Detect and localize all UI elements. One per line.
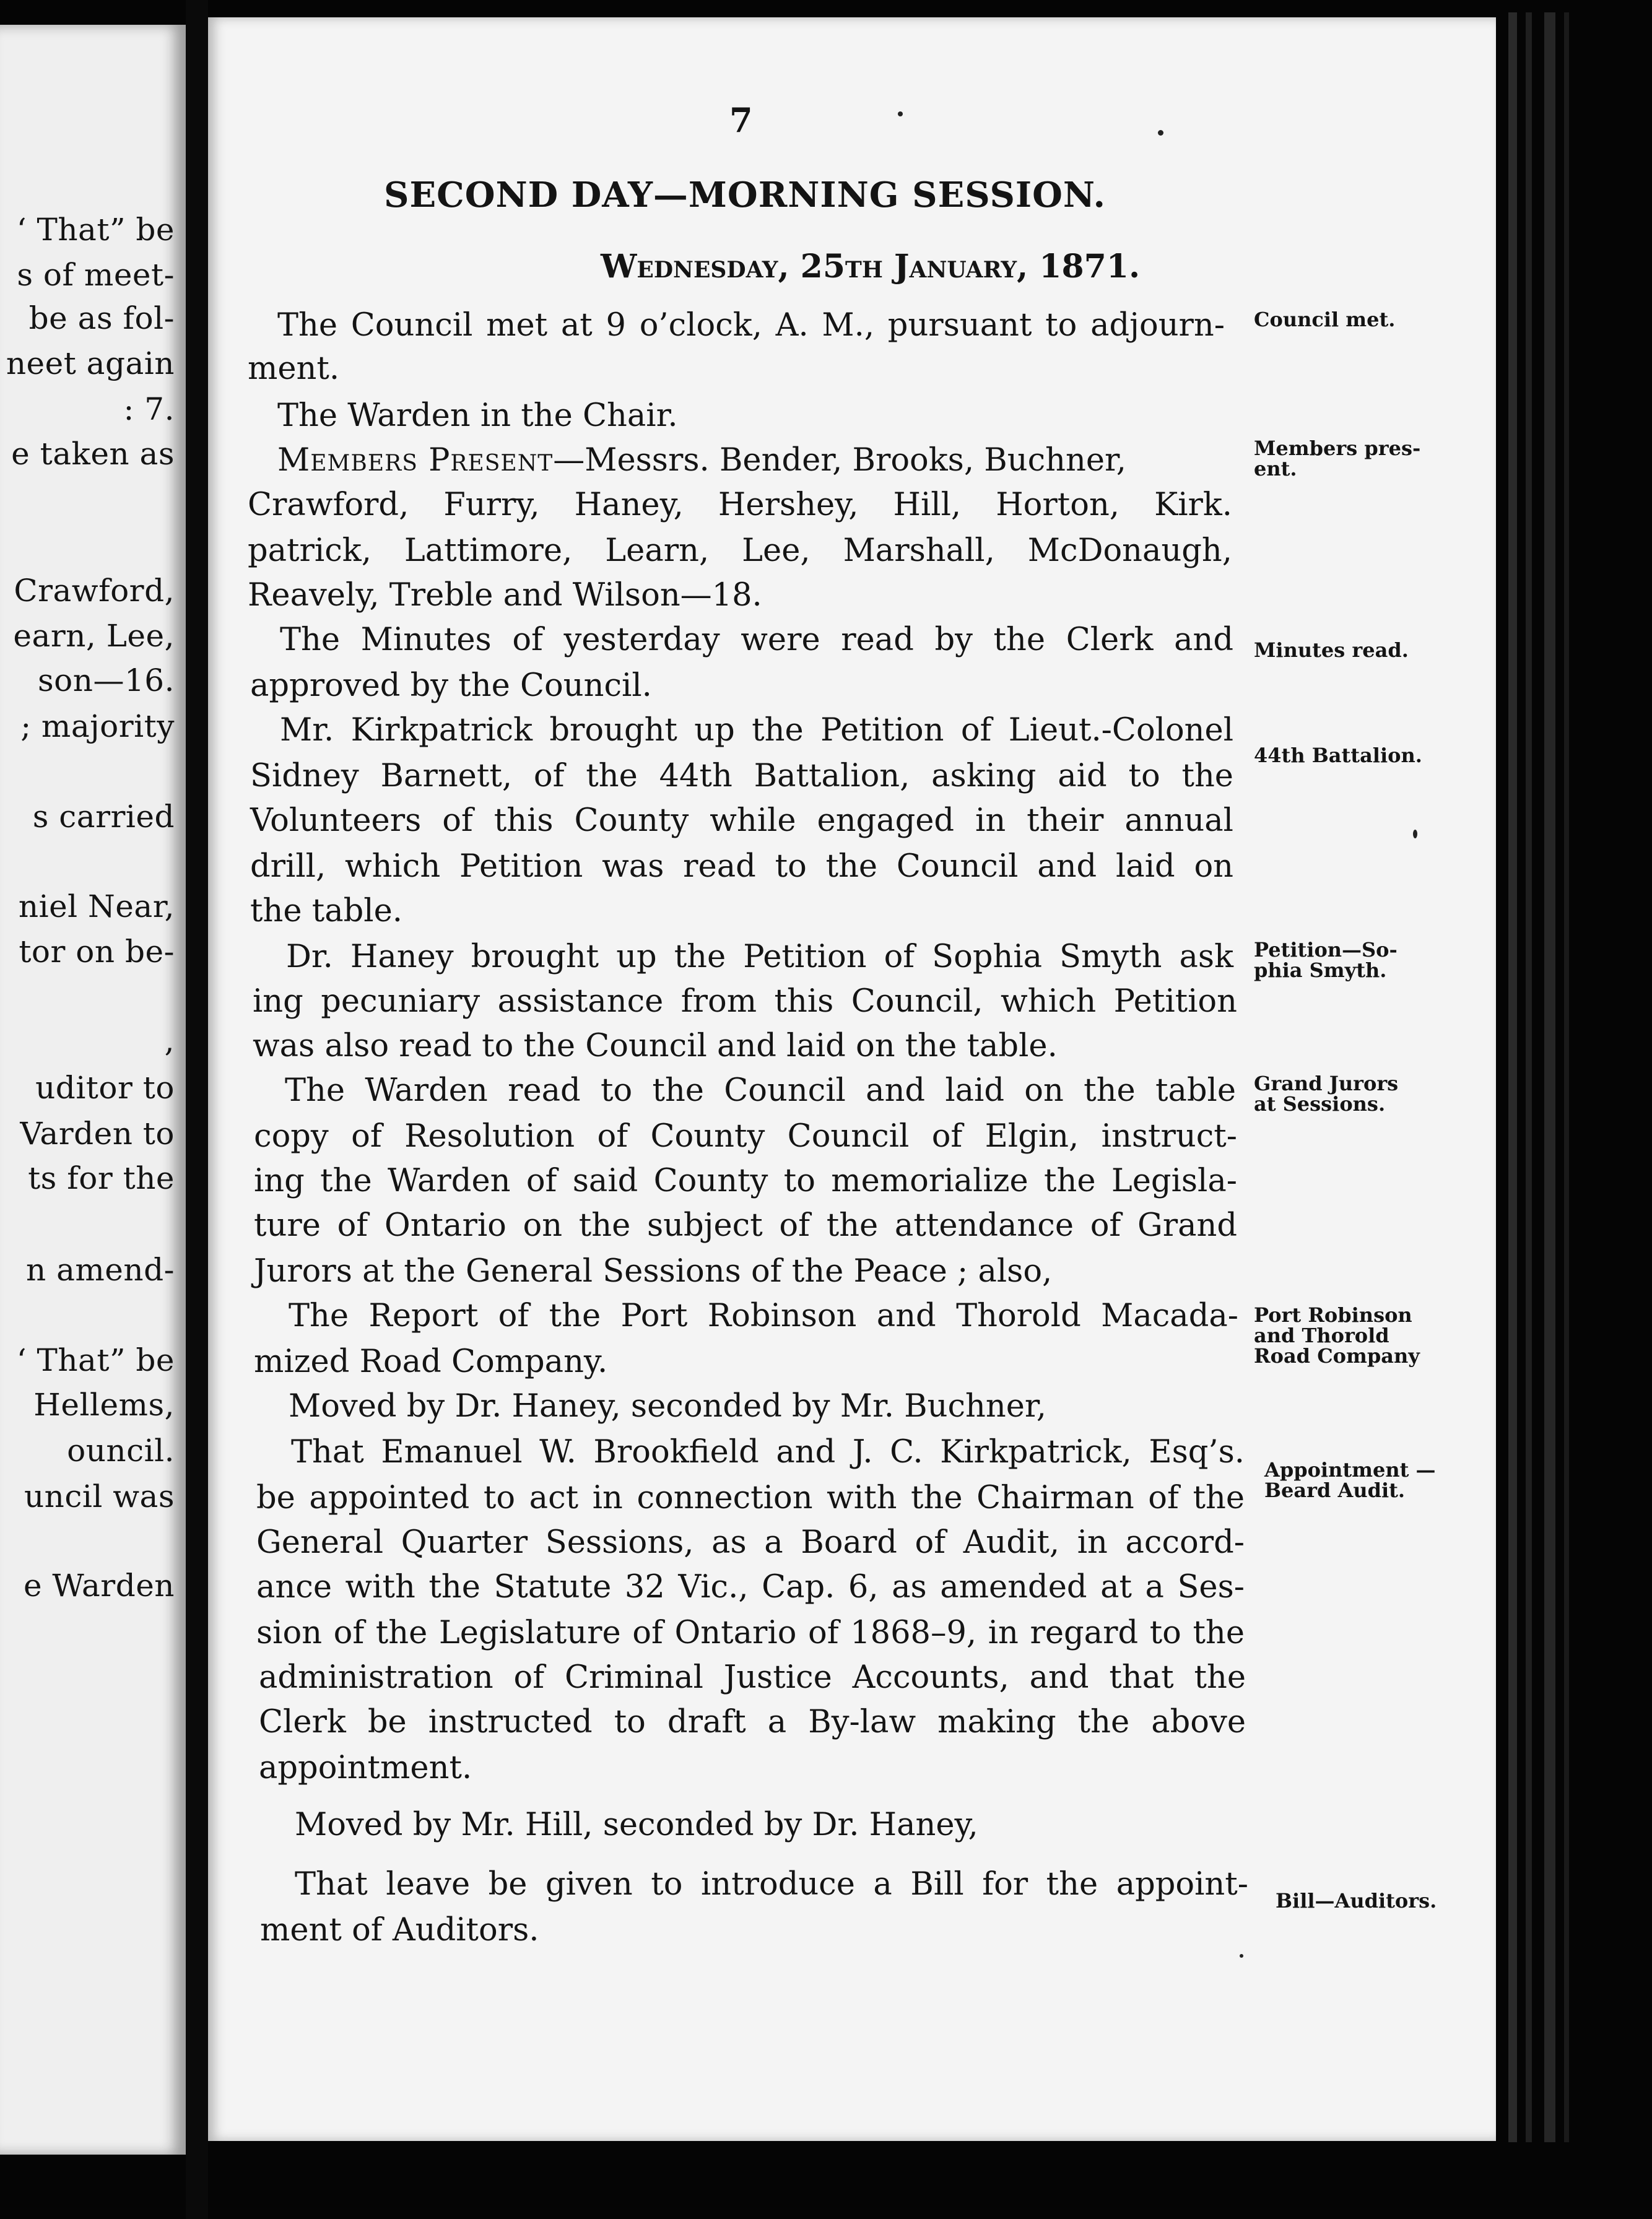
body-line: Moved by Dr. Haney, seconded by Mr. Buchner, — [289, 1388, 1046, 1425]
body-line: General Quarter Sessions, as a Board of Audit, in accord- — [256, 1524, 1245, 1561]
sidenote-bill-auditors: Bill—Auditors. — [1276, 1889, 1437, 1913]
sidenote-petition-smyth-cont: phia Smyth. — [1254, 958, 1387, 982]
body-line: The Report of the Port Robinson and Thorold Macada- — [289, 1298, 1238, 1334]
members-present-text: —Messrs. Bender, Brooks, Buchner, — [553, 442, 1127, 479]
body-line: Volunteers of this County while engaged in their annual — [250, 802, 1233, 839]
left-page-line: son—16. — [38, 662, 175, 698]
body-line: ance with the Statute 32 Vic., Cap. 6, as amended at a Ses- — [256, 1569, 1245, 1605]
book-gutter — [186, 0, 208, 2219]
left-page-line: earn, Lee, — [13, 618, 175, 654]
body-line: The Minutes of yesterday were read by the Clerk and — [280, 622, 1233, 658]
members-present-label: Members Present — [277, 442, 554, 479]
body-line: Reavely, Treble and Wilson—18. — [248, 577, 762, 614]
body-line: The Warden read to the Council and laid on the table — [285, 1072, 1236, 1109]
body-line: Mr. Kirkpatrick brought up the Petition of Lieut.-Colonel — [280, 712, 1233, 749]
sidenote-port-robinson-cont: and Thorold — [1254, 1324, 1389, 1347]
sidenote-members-present-cont: ent. — [1254, 457, 1297, 480]
body-line: The Warden in the Chair. — [277, 397, 678, 434]
sidenote-minutes-read: Minutes read. — [1254, 638, 1409, 662]
left-page-line: ‘ That” be — [16, 1342, 175, 1378]
left-facing-page — [0, 25, 186, 2155]
page-edges — [1496, 0, 1652, 2219]
sidenote-board-audit: Beard Audit. — [1264, 1479, 1406, 1502]
sidenote-grand-jurors-cont: at Sessions. — [1254, 1092, 1386, 1116]
left-page-line: niel Near, — [18, 888, 175, 924]
body-line: ment. — [248, 350, 340, 387]
body-line: Dr. Haney brought up the Petition of Sophia Smyth ask — [286, 939, 1233, 975]
left-page-line: e Warden — [23, 1568, 175, 1604]
body-line: ing pecuniary assistance from this Council, which Petition — [253, 983, 1237, 1020]
left-page-line: Hellems, — [33, 1387, 175, 1423]
body-line: That leave be given to introduce a Bill for the appoint- — [295, 1866, 1248, 1903]
left-page-line: ‘ That” be — [16, 212, 175, 248]
left-page-line: Crawford, — [14, 573, 175, 609]
ink-speck — [1158, 130, 1163, 136]
body-line: was also read to the Council and laid on the table. — [253, 1028, 1058, 1064]
sidenote-appointment: Appointment — — [1264, 1458, 1436, 1482]
body-line: sion of the Legislature of Ontario of 1868–9, in regard to the — [256, 1615, 1245, 1651]
body-line: approved by the Council. — [250, 667, 652, 704]
left-page-line: neet again — [6, 345, 175, 381]
sidenote-port-robinson-cont2: Road Company — [1254, 1344, 1420, 1368]
body-line: Clerk be instructed to draft a By-law making the above — [259, 1704, 1246, 1740]
page-number: 7 — [729, 100, 753, 140]
members-present-line — [277, 442, 1225, 479]
left-page-line: s of meet- — [17, 257, 175, 293]
body-line: drill, which Petition was read to the Council and laid on — [250, 848, 1233, 885]
body-line: ing the Warden of said County to memorialize the Legisla- — [254, 1163, 1237, 1199]
left-page-line: , — [164, 1023, 175, 1059]
body-line: the table. — [250, 893, 402, 929]
body-line: Jurors at the General Sessions of the Peace ; also, — [254, 1253, 1053, 1290]
left-page-line: tor on be- — [19, 934, 175, 970]
body-line: Moved by Mr. Hill, seconded by Dr. Haney, — [295, 1807, 978, 1843]
body-line: be appointed to act in connection with the Chairman of the — [256, 1480, 1245, 1516]
session-heading: SECOND DAY—MORNING SESSION. — [384, 175, 1106, 215]
body-line: Sidney Barnett, of the 44th Battalion, asking aid to the — [250, 758, 1233, 794]
body-line: ture of Ontario on the subject of the attendance of Grand — [254, 1207, 1237, 1244]
body-line: appointment. — [259, 1750, 472, 1786]
left-page-line: uditor to — [35, 1070, 175, 1106]
body-line: copy of Resolution of County Council of Elgin, instruct- — [254, 1118, 1237, 1155]
left-page-line: be as fol- — [28, 300, 175, 336]
body-line: administration of Criminal Justice Accounts, and that the — [259, 1659, 1246, 1696]
left-page-line: n amend- — [25, 1252, 175, 1288]
left-page-line: ; majority — [20, 708, 175, 744]
body-line: Crawford, Furry, Haney, Hershey, Hill, Horton, Kirk. — [248, 487, 1232, 523]
sidenote-grand-jurors: Grand Jurors — [1254, 1072, 1399, 1095]
left-page-line: ouncil. — [67, 1433, 175, 1469]
session-date: Wednesday, 25th January, 1871. — [601, 248, 1141, 285]
body-line: The Council met at 9 o’clock, A. M., pursuant to adjourn- — [277, 307, 1225, 344]
ink-speck — [898, 111, 903, 116]
sidenote-members-present: Members pres- — [1254, 436, 1421, 460]
body-line: ment of Auditors. — [260, 1912, 539, 1948]
left-page-line: s carried — [32, 799, 175, 835]
sidenote-44th-battalion: 44th Battalion. — [1254, 744, 1422, 767]
left-page-line: uncil was — [24, 1479, 175, 1514]
left-page-line: ts for the — [28, 1160, 175, 1196]
body-line: That Emanuel W. Brookfield and J. C. Kirkpatrick, Esq’s. — [291, 1434, 1245, 1470]
body-line: mized Road Company. — [254, 1344, 608, 1380]
left-page-line: : 7. — [123, 391, 175, 427]
ink-speck — [1413, 830, 1417, 838]
body-line: patrick, Lattimore, Learn, Lee, Marshall, McDonaugh, — [248, 532, 1232, 569]
ink-speck — [1240, 1954, 1243, 1958]
sidenote-port-robinson: Port Robinson — [1254, 1303, 1412, 1327]
sidenote-council-met: Council met. — [1254, 308, 1396, 331]
left-page-line: e taken as — [11, 436, 175, 472]
left-page-line: Varden to — [20, 1116, 175, 1152]
sidenote-petition-smyth: Petition—So- — [1254, 938, 1398, 962]
